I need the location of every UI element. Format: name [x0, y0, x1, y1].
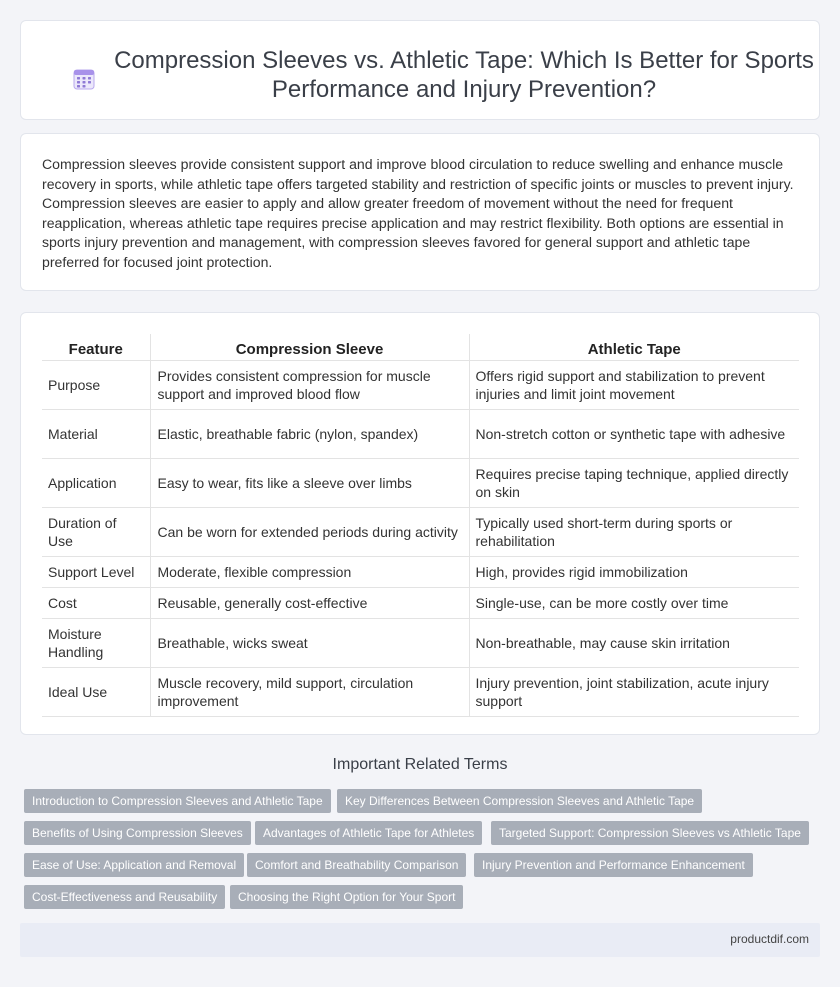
- title-card: [20, 20, 820, 120]
- tape-cell: High, provides rigid immobilization: [469, 556, 799, 587]
- feature-cell: Support Level: [42, 556, 150, 587]
- comparison-table: [42, 334, 799, 717]
- related-tag[interactable]: Choosing the Right Option for Your Sport: [230, 885, 463, 909]
- tape-cell: Injury prevention, joint stabilization, acute injury support: [469, 667, 799, 716]
- feature-cell: Duration of Use: [42, 507, 150, 556]
- table-row: [42, 618, 799, 667]
- table-header-row: [42, 334, 799, 360]
- sleeve-cell: Moderate, flexible compression: [150, 556, 469, 587]
- intro-card: [20, 133, 820, 291]
- table-row: [42, 360, 799, 409]
- related-tag[interactable]: Ease of Use: Application and Removal: [24, 853, 244, 877]
- sleeve-cell: Can be worn for extended periods during activity: [150, 507, 469, 556]
- feature-cell: Cost: [42, 587, 150, 618]
- feature-cell: Application: [42, 458, 150, 507]
- tape-cell: Requires precise taping technique, applied directly on skin: [469, 458, 799, 507]
- table-row: [42, 667, 799, 716]
- related-tag[interactable]: Key Differences Between Compression Sleeves and Athletic Tape: [337, 789, 702, 813]
- header-compression-sleeve: Compression Sleeve: [150, 334, 469, 360]
- related-tag[interactable]: Injury Prevention and Performance Enhancement: [474, 853, 753, 877]
- footer-bar: [20, 923, 820, 957]
- related-tag[interactable]: Benefits of Using Compression Sleeves: [24, 821, 251, 845]
- related-tag[interactable]: Cost-Effectiveness and Reusability: [24, 885, 225, 909]
- page-title: Compression Sleeves vs. Athletic Tape: Which Is Better for Sports Performance and Injury Prevention?: [114, 47, 814, 103]
- sleeve-cell: Breathable, wicks sweat: [150, 618, 469, 667]
- table-row: [42, 556, 799, 587]
- related-tag[interactable]: Targeted Support: Compression Sleeves vs Athletic Tape: [491, 821, 809, 845]
- table-row: [42, 458, 799, 507]
- tape-cell: Offers rigid support and stabilization to prevent injuries and limit joint movement: [469, 360, 799, 409]
- feature-cell: Ideal Use: [42, 667, 150, 716]
- sleeve-cell: Easy to wear, fits like a sleeve over limbs: [150, 458, 469, 507]
- sleeve-cell: Muscle recovery, mild support, circulation improvement: [150, 667, 469, 716]
- comparison-card: [20, 312, 820, 735]
- sleeve-cell: Provides consistent compression for muscle support and improved blood flow: [150, 360, 469, 409]
- footer-site-link[interactable]: productdif.com: [730, 932, 809, 946]
- feature-cell: Purpose: [42, 360, 150, 409]
- tape-cell: Single-use, can be more costly over time: [469, 587, 799, 618]
- related-terms-heading: Important Related Terms: [332, 756, 508, 773]
- table-row: [42, 587, 799, 618]
- related-tag[interactable]: Comfort and Breathability Comparison: [247, 853, 466, 877]
- table-row: [42, 507, 799, 556]
- intro-paragraph: Compression sleeves provide consistent support and improve blood circulation to reduce swelling and enhance muscle recovery in sports, while athletic tape offers targeted stability and restriction of specific joints or muscles to prevent injury. Compression sleeves are easier to apply and allow greater freedom of movement without the need for frequent reapplication, whereas athletic tape requires precise application and may restrict flexibility. Both options are essential in sports injury prevention and management, with compression sleeves favored for general support and athletic tape preferred for focused joint protection.: [42, 156, 794, 270]
- feature-cell: Material: [42, 409, 150, 458]
- related-tag[interactable]: Advantages of Athletic Tape for Athletes: [255, 821, 482, 845]
- related-tag[interactable]: Introduction to Compression Sleeves and Athletic Tape: [24, 789, 331, 813]
- tape-cell: Non-breathable, may cause skin irritation: [469, 618, 799, 667]
- table-row: [42, 409, 799, 458]
- tape-cell: Typically used short-term during sports or rehabilitation: [469, 507, 799, 556]
- header-feature: Feature: [42, 334, 150, 360]
- header-athletic-tape: Athletic Tape: [469, 334, 799, 360]
- tape-cell: Non-stretch cotton or synthetic tape with adhesive: [469, 409, 799, 458]
- sleeve-cell: Elastic, breathable fabric (nylon, spandex): [150, 409, 469, 458]
- feature-cell: Moisture Handling: [42, 618, 150, 667]
- sleeve-cell: Reusable, generally cost-effective: [150, 587, 469, 618]
